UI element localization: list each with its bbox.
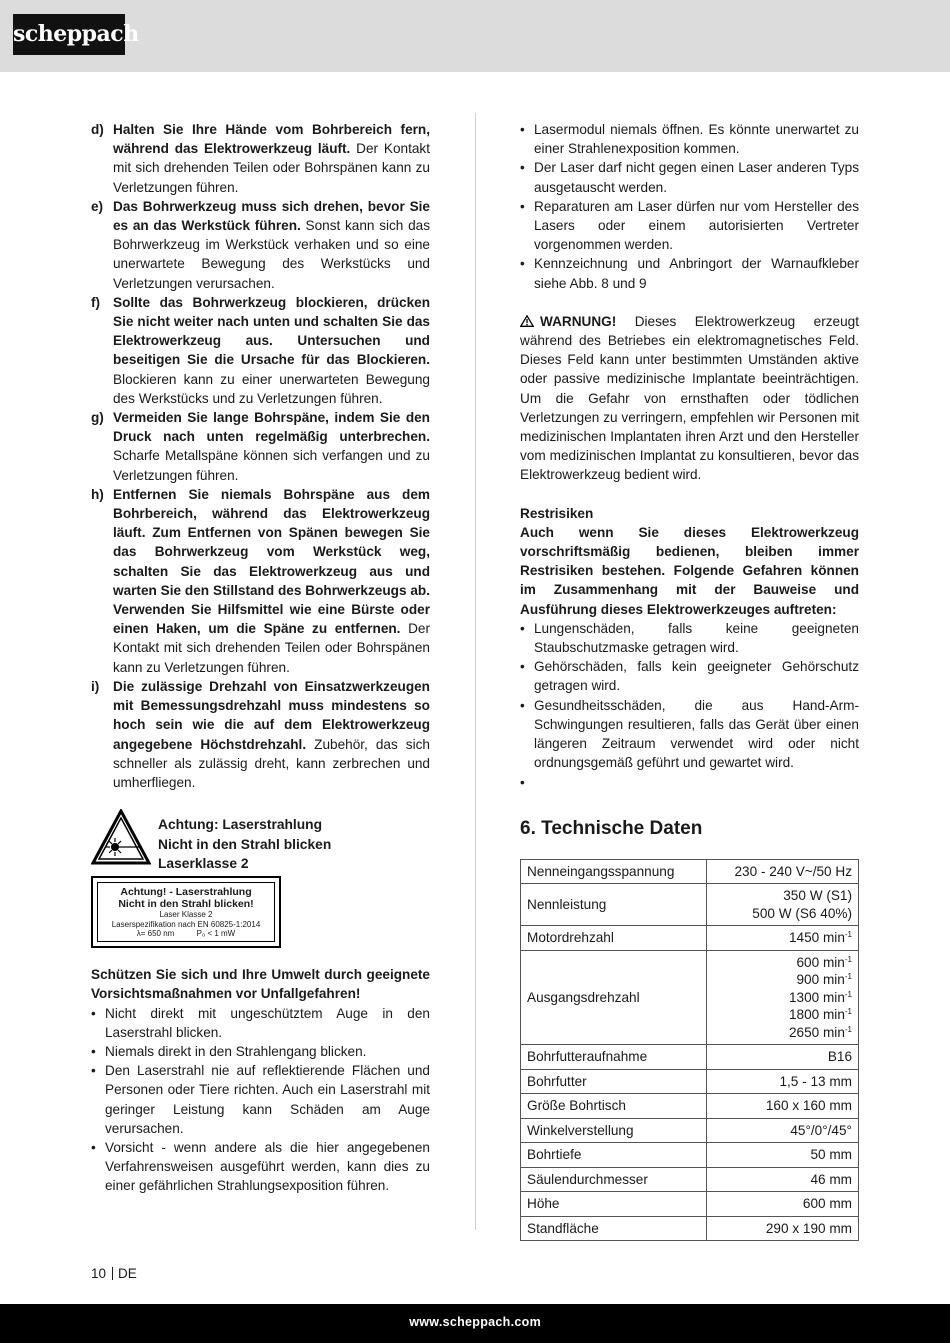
warning-label: WARNUNG! [540, 313, 617, 329]
spec-value [707, 884, 859, 926]
item-bold-text: Halten Sie Ihre Hände vom Bohrbereich fern, während das Elektrowerkzeug läuft. [113, 122, 430, 157]
laser-heading-line: Nicht in den Strahl blicken [158, 836, 332, 852]
label-line: Nicht in den Strahl blicken! [118, 898, 254, 911]
spec-value-line [713, 1195, 852, 1213]
spec-name: Bohrfutter [521, 1069, 707, 1094]
laser-heading [158, 815, 331, 874]
spec-value-line [713, 1006, 852, 1024]
bullet-text: Lasermodul niemals öffnen. Es könnte unerwartet zu einer Strahlenexposition kommen. [534, 122, 859, 157]
spec-value-line [713, 863, 852, 881]
item-bold-text: Die zulässige Drehzahl von Einsatzwerkzeugen mit Bemessungsdrehzahl muss mindestens so hoch sein wie die auf dem Elektrowerkzeug angegebene Höchstdrehzahl. [113, 678, 430, 752]
spec-value [707, 1216, 859, 1241]
residual-risks-title: Restrisiken [520, 505, 594, 521]
spec-value-text: 50 mm [810, 1147, 852, 1163]
spec-value-line [713, 971, 852, 989]
spec-name: Ausgangsdrehzahl [521, 950, 707, 1045]
spec-value-line [713, 1220, 852, 1238]
label-line: Laser Klasse 2 [159, 910, 213, 920]
item-label: i) [91, 678, 100, 694]
spec-value-line [713, 1146, 852, 1164]
spec-value-text: 2650 min [788, 1024, 845, 1040]
spec-value-line [713, 1171, 852, 1189]
bullet-text: Den Laserstrahl nie auf reflektierende Flächen und Personen oder Tiere richten. Auch ein Laserstrahl mit geringer Leistung kann Schäden am Auge verursachen. [105, 1063, 430, 1136]
bullet-item [520, 619, 859, 657]
spec-value-text: 1300 min [788, 989, 845, 1005]
spec-value-text: B16 [827, 1049, 852, 1065]
item-label: g) [91, 410, 104, 426]
table-row [521, 1118, 859, 1143]
item-text: Der Kontakt mit sich drehenden Teilen oder Bohrspänen kann zu Verletzungen führen. [113, 621, 430, 675]
bullet-dot: • [91, 1063, 96, 1079]
spec-value-text: 160 x 160 mm [765, 1098, 852, 1114]
bullet-dot: • [520, 256, 525, 272]
technical-data-table [520, 859, 859, 1242]
bullet-dot: • [520, 774, 525, 790]
bullet-dot: • [520, 160, 525, 176]
spec-value-line [713, 1073, 852, 1091]
bullet-dot: • [520, 659, 525, 675]
safety-item [91, 197, 430, 293]
bullet-text: Lungenschäden, falls keine geeigneten Staubschutzmaske getragen wird. [534, 620, 859, 656]
spec-value-line [713, 1024, 852, 1042]
label-line: Achtung! - Laserstrahlung [120, 886, 252, 899]
table-row [521, 1216, 859, 1241]
label-line: Laserspezifikation nach EN 60825-1:2014 [111, 919, 261, 929]
spec-value-text: 900 min [796, 972, 845, 988]
table-row [521, 950, 859, 1045]
spec-value-text: 46 mm [810, 1171, 852, 1187]
spec-value-text: 600 mm [802, 1196, 852, 1212]
laser-heading-line: Laserklasse 2 [158, 856, 249, 872]
spec-value [707, 1069, 859, 1094]
item-text: Zubehör, das sich schneller als zulässig dreht, kann zerbrechen und umherfliegen. [113, 736, 430, 790]
column-divider [475, 113, 476, 1230]
bullet-text: Vorsicht - wenn andere als die hier angegebenen Verfahrensweisen ausgeführt werden, kann dies zu einer gefährlichen Strahlungsexposition führen. [105, 1139, 430, 1194]
item-bold-text: Sollte das Bohrwerkzeug blockieren, drücken Sie nicht weiter nach unten und schalten Sie das Elektrowerkzeug aus. Untersuchen und beseitigen Sie die Ursache für das Blockieren. [113, 294, 430, 368]
spec-value-line [713, 989, 852, 1007]
item-bold-text: Das Bohrwerkzeug muss sich drehen, bevor Sie es an das Werkstück führen. [113, 198, 430, 234]
spec-value-line [713, 905, 852, 923]
safety-item [91, 120, 430, 197]
spec-value-text: 1800 min [788, 1007, 845, 1023]
table-row [521, 926, 859, 951]
table-row [521, 859, 859, 884]
bullet-text: Nicht direkt mit ungeschütztem Auge in den Laserstrahl blicken. [105, 1005, 430, 1040]
item-text: Blockieren kann zu einer unerwarteten Bewegung des Werkstücks und zu Verletzungen führen. [113, 371, 430, 406]
table-row [521, 1143, 859, 1168]
spec-name: Nennleistung [521, 884, 707, 926]
bullet-dot: • [91, 1139, 96, 1155]
bullet-text: Der Laser darf nicht gegen einen Laser anderen Typs ausgetauscht werden. [534, 160, 859, 195]
bullet-item [91, 1004, 430, 1042]
bullet-item [520, 696, 859, 773]
spec-name: Bohrfutteraufnahme [521, 1045, 707, 1070]
spec-value-text: 1450 min [788, 930, 845, 946]
protect-heading: Schützen Sie sich und Ihre Umwelt durch geeignete Vorsichtsmaßnahmen vor Unfallgefahren! [91, 967, 430, 1002]
spec-value-line [713, 929, 852, 947]
spec-value-text: 45°/0°/45° [790, 1122, 852, 1138]
warning-text: Dieses Elektrowerkzeug erzeugt während des Betriebes ein elektromagnetisches Feld. Dieses Feld kann unter bestimmten Umständen aktive oder passive medizinische Implantate beeinträchtigen. Um die Gefahr von ernsthaften oder tödlichen Verletzungen zu verringern, empfehlen wir Personen mit medizinischen Implantaten ihren Arzt und den Hersteller vom medizinischen Implantat zu konsultieren, bevor das Elektrowerkzeug bedient wird. [520, 313, 859, 483]
spec-name: Winkelverstellung [521, 1118, 707, 1143]
bullet-item [520, 197, 859, 255]
spec-value-text: 1,5 - 13 mm [779, 1073, 852, 1089]
laser-bullets-list [520, 120, 859, 293]
spec-name: Bohrtiefe [521, 1143, 707, 1168]
spec-name: Standfläche [521, 1216, 707, 1241]
spec-value-line [713, 1097, 852, 1115]
spec-value-text: 600 min [796, 954, 845, 970]
spec-name: Säulendurchmesser [521, 1167, 707, 1192]
safety-items-list [91, 120, 430, 792]
bullet-item [91, 1061, 430, 1138]
spec-value [707, 1143, 859, 1168]
label-line: λ= 650 nm P₀ < 1 mW [136, 929, 236, 939]
item-text: Der Kontakt mit sich drehenden Teilen oder Bohrspänen kann zu Verletzungen führen. [113, 141, 430, 195]
page-number [91, 1266, 137, 1281]
table-row [521, 1167, 859, 1192]
bullet-text: Gehörschäden, falls kein geeigneter Gehörschutz getragen wird. [534, 659, 859, 694]
spec-unit-exponent: -1 [844, 1024, 852, 1034]
spec-value [707, 1118, 859, 1143]
item-bold-text: Vermeiden Sie lange Bohrspäne, indem Sie den Druck nach unten regelmäßig unterbrechen. [113, 410, 430, 445]
bullet-item [520, 773, 859, 792]
item-label: d) [91, 122, 104, 137]
bullet-item [91, 1042, 430, 1061]
table-row [521, 1045, 859, 1070]
laser-warning-block [91, 809, 430, 969]
safety-item [91, 677, 430, 792]
laser-heading-line: Achtung: Laserstrahlung [158, 817, 323, 833]
spec-value-line [713, 887, 852, 905]
spec-value-line [713, 1048, 852, 1066]
spec-name: Größe Bohrtisch [521, 1094, 707, 1119]
spec-unit-exponent: -1 [844, 1007, 852, 1017]
spec-unit-exponent: -1 [844, 972, 852, 982]
bullet-dot: • [520, 697, 525, 713]
spec-value [707, 1192, 859, 1217]
warning-triangle-icon [520, 315, 534, 327]
bullet-dot: • [91, 1043, 96, 1059]
safety-item [91, 293, 430, 408]
spec-value [707, 1094, 859, 1119]
table-row [521, 1094, 859, 1119]
table-row [521, 884, 859, 926]
section-title: 6. Technische Daten [520, 817, 703, 839]
page-header [0, 0, 950, 72]
spec-value [707, 859, 859, 884]
spec-value-text: 230 - 240 V~/50 Hz [734, 863, 852, 879]
bullet-item [520, 120, 859, 158]
bullet-item [520, 657, 859, 695]
safety-item [91, 408, 430, 485]
website-link[interactable]: www.scheppach.com [409, 1315, 541, 1329]
spec-value [707, 926, 859, 951]
spec-value-text: 290 x 190 mm [765, 1220, 852, 1236]
bullet-dot: • [520, 122, 525, 137]
bullet-text: Kennzeichnung und Anbringort der Warnaufkleber siehe Abb. 8 und 9 [534, 256, 859, 291]
spec-value-line [713, 954, 852, 972]
bullet-text: Gesundheitsschäden, die aus Hand-Arm-Schwingungen resultieren, falls das Gerät über einen längeren Zeitraum verwendet wird oder nicht ordnungsgemäß geführt und gewartet wird. [534, 697, 859, 771]
spec-unit-exponent: -1 [844, 930, 852, 940]
bullet-text: Niemals direkt in den Strahlengang blicken. [105, 1043, 367, 1059]
bullet-text: Reparaturen am Laser dürfen nur vom Hersteller des Lasers oder einem autorisierten Vertreter vorgenommen werden. [534, 198, 859, 253]
page-footer [0, 1304, 950, 1343]
table-row [521, 1069, 859, 1094]
item-label: e) [91, 198, 104, 214]
spec-value [707, 1167, 859, 1192]
spec-unit-exponent: -1 [844, 989, 852, 999]
bullet-item [520, 254, 859, 292]
item-label: f) [91, 294, 101, 310]
residual-risks-intro: Auch wenn Sie dieses Elektrowerkzeug vorschriftsmäßig bedienen, bleiben immer Restrisiken bestehen. Folgende Gefahren können im Zusammenhang mit der Bauweise und Ausführung dieses Elektrowerkzeuges auftreten: [520, 524, 859, 617]
spec-value-line [713, 1122, 852, 1140]
bullet-item [91, 1138, 430, 1196]
spec-name: Nenneingangsspannung [521, 859, 707, 884]
spec-value-text: 500 W (S6 40%) [752, 905, 852, 921]
spec-value [707, 1045, 859, 1070]
item-label: h) [91, 486, 104, 502]
laser-bullets-list [91, 1004, 430, 1196]
bullet-dot: • [91, 1005, 96, 1021]
scheppach-logo: scheppach [13, 14, 125, 55]
table-row [521, 1192, 859, 1217]
residual-risks-list [520, 619, 859, 792]
item-text: Scharfe Metallspäne können sich verfangen und zu Verletzungen führen. [113, 448, 430, 483]
spec-name: Höhe [521, 1192, 707, 1217]
bullet-dot: • [520, 198, 525, 214]
left-column [91, 120, 430, 1196]
warning-paragraph [520, 312, 859, 485]
page-number-value: 10 [91, 1266, 107, 1281]
language-code: DE [118, 1266, 137, 1281]
spec-value [707, 950, 859, 1045]
safety-item [91, 485, 430, 677]
spec-name: Motordrehzahl [521, 926, 707, 951]
spec-unit-exponent: -1 [844, 954, 852, 964]
spec-value-text: 350 W (S1) [783, 888, 852, 904]
right-column [520, 120, 859, 1241]
item-text: Sonst kann sich das Bohrwerkzeug im Werkstück verhaken und so eine unerwartete Bewegung des Werkstücks und Verletzungen verursachen. [113, 218, 430, 291]
bullet-item [520, 158, 859, 196]
laser-class-label [91, 876, 281, 948]
bullet-dot: • [520, 620, 525, 636]
item-bold-text: Entfernen Sie niemals Bohrspäne aus dem Bohrbereich, während das Elektrowerkzeug läuft. Zum Entfernen von Spänen bewegen Sie das Bohrwerkzeug vom Werkstück weg, schalten Sie das Elektrowerkzeug aus und warten Sie den Stillstand des Bohrwerkzeugs ab. Verwenden Sie Hilfsmittel wie eine Bürste oder einen Haken, um die Späne zu entfernen. [113, 486, 430, 637]
laser-warning-icon [91, 809, 151, 865]
